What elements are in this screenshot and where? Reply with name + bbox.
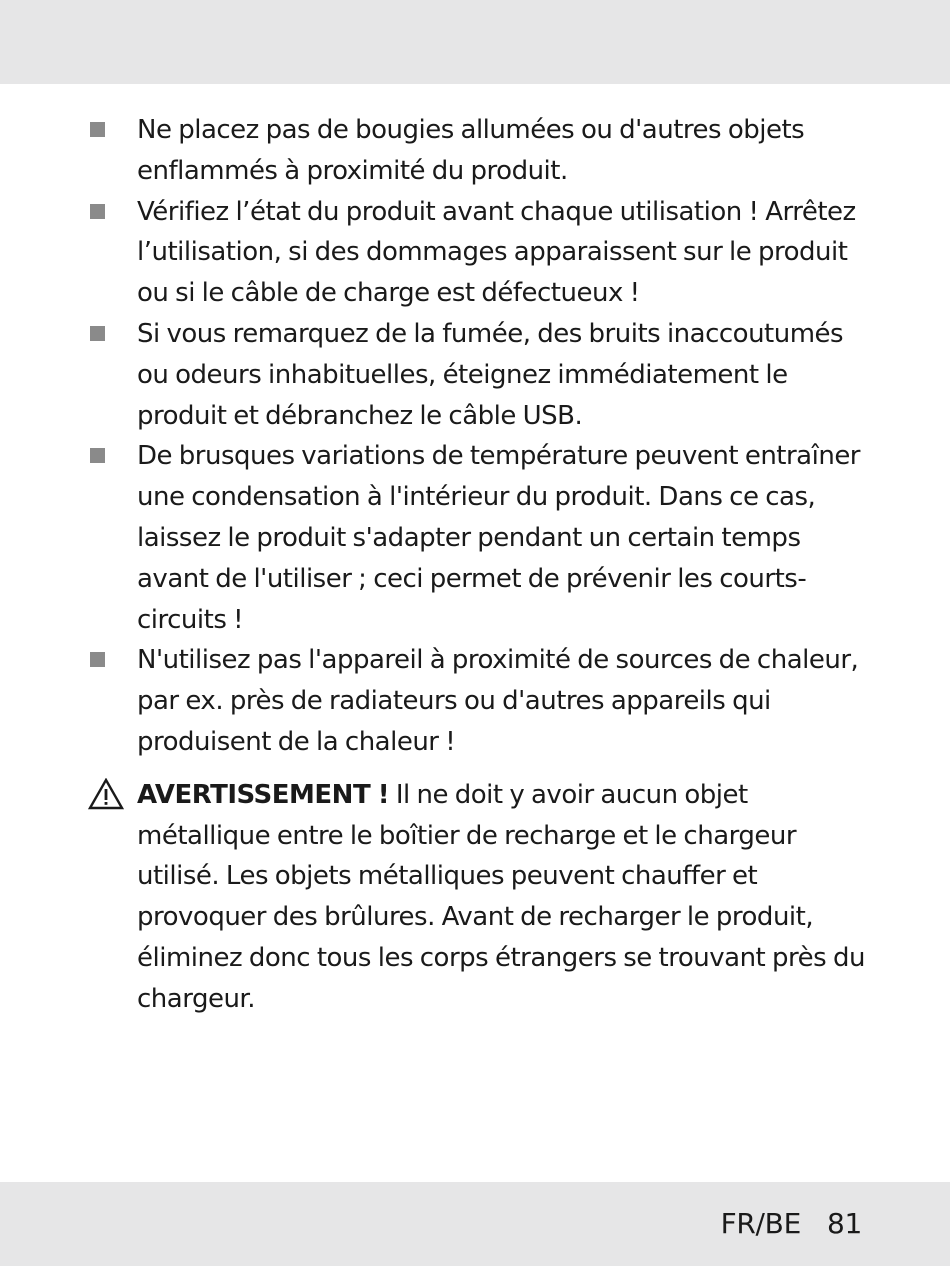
warning-label: AVERTISSEMENT ! — [137, 779, 390, 810]
square-bullet-icon — [90, 122, 105, 137]
square-bullet-icon — [90, 326, 105, 341]
warning-triangle-icon — [88, 778, 124, 810]
list-item-text: Si vous remarquez de la fumée, des bruits inaccoutumés ou odeurs inhabituelles, éteignez immédiatement le produit et débranchez le câble USB. — [137, 318, 844, 431]
top-band — [0, 0, 950, 84]
square-bullet-icon — [90, 448, 105, 463]
list-item — [88, 110, 878, 192]
document-body — [88, 110, 878, 1020]
square-bullet-icon — [90, 652, 105, 667]
list-item — [88, 640, 878, 762]
list-item — [88, 314, 878, 436]
list-item-text: De brusques variations de température peuvent entraîner une condensation à l'intérieur du produit. Dans ce cas, laissez le produit s'adapter pendant un certain temps avant de l'utiliser ; ceci permet de prévenir les courts-circuits ! — [137, 441, 861, 635]
list-item-text: N'utilisez pas l'appareil à proximité de sources de chaleur, par ex. près de radiateurs ou d'autres appareils qui produisent de la chaleur ! — [137, 645, 859, 757]
page-footer — [721, 1204, 862, 1244]
list-item — [88, 192, 878, 314]
page-number: 81 — [826, 1207, 862, 1240]
list-item-text: Vérifiez l’état du produit avant chaque utilisation ! Arrêtez l’utilisation, si des dommages apparaissent sur le produit ou si le câble de charge est défectueux ! — [137, 196, 856, 309]
warning-notice — [88, 775, 878, 1020]
locale-label: FR/BE — [720, 1207, 801, 1240]
list-item — [88, 436, 878, 640]
square-bullet-icon — [90, 204, 105, 219]
warning-text: Il ne doit y avoir aucun objet métallique entre le boîtier de recharge et le chargeur utilisé. Les objets métalliques peuvent chauffer et provoquer des brûlures. Avant de recharger le produit, éliminez donc tous les corps étrangers se trouvant près du chargeur. — [137, 779, 865, 1014]
safety-bullet-list — [88, 110, 878, 763]
list-item-text: Ne placez pas de bougies allumées ou d'autres objets enflammés à proximité du produit. — [137, 115, 805, 186]
